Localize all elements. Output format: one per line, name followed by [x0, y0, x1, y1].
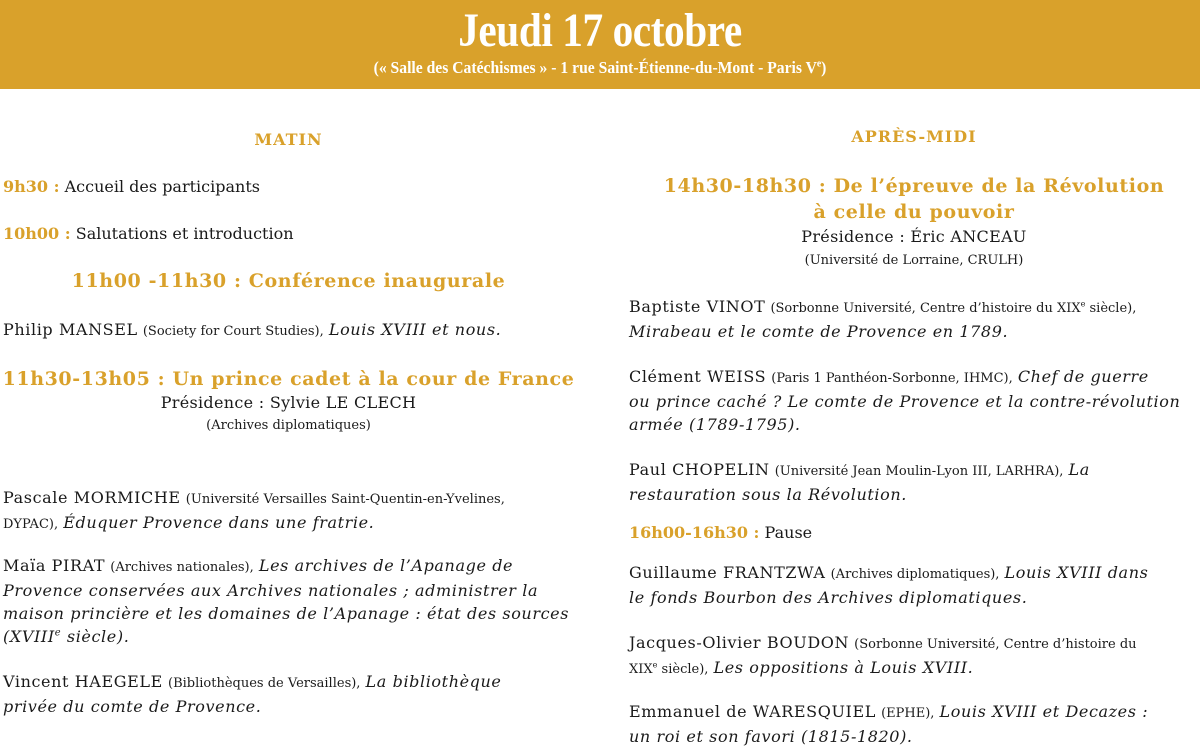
- talk-title: armée (1789-1795).: [629, 415, 801, 434]
- session-heading: 11h30-13h05 : Un prince cadet à la cour de France: [2, 368, 575, 390]
- session-heading: 14h30-18h30 : De l’épreuve de la Révolution: [663, 175, 1165, 197]
- talk-title: Chef de guerre: [1017, 367, 1149, 386]
- talk-title: maison princière et les domaines de l’Apanage : état des sources: [3, 604, 570, 623]
- speaker-affiliation: (Sorbonne Université, Centre d’histoire du: [854, 637, 1137, 652]
- talk-entry: [629, 700, 1148, 748]
- talk-title: Louis XVIII dans: [1004, 563, 1149, 582]
- speaker-name: Jacques-Olivier BOUDON: [629, 633, 850, 652]
- schedule-item: [3, 222, 294, 245]
- speaker-affiliation: (Université Jean Moulin-Lyon III, LARHRA),: [774, 464, 1064, 479]
- talk-title: siècle).: [61, 627, 130, 646]
- time-label: 10h00 :: [3, 224, 71, 243]
- speaker-name: Clément WEISS: [629, 367, 767, 386]
- item-text: Accueil des participants: [64, 177, 260, 196]
- time-label: 9h30 :: [3, 177, 60, 196]
- speaker-name: Vincent HAEGELE: [3, 672, 163, 691]
- speaker-affiliation: DYPAC),: [3, 517, 59, 532]
- talk-entry: [629, 295, 1136, 343]
- talk-title: Mirabeau et le comte de Provence en 1789.: [629, 322, 1009, 341]
- talk-title: le fonds Bourbon des Archives diplomatiques.: [629, 588, 1028, 607]
- speaker-name: Paul CHOPELIN: [629, 460, 770, 479]
- superscript: e: [652, 660, 658, 670]
- speaker-affiliation: (Archives nationales),: [110, 560, 254, 575]
- presidence-affiliation: (Université de Lorraine, CRULH): [804, 253, 1024, 268]
- talk-entry: [629, 631, 1137, 681]
- talk-title: un roi et son favori (1815-1820).: [629, 727, 913, 746]
- talk-title: Louis XVIII et nous.: [328, 320, 502, 339]
- talk-entry: [3, 318, 501, 343]
- talk-title: privée du comte de Provence.: [3, 697, 262, 716]
- speaker-affiliation: siècle),: [1085, 301, 1137, 316]
- talk-entry: [629, 365, 1180, 436]
- speaker-name: Emmanuel de WARESQUIEL: [629, 702, 876, 721]
- superscript: e: [1080, 299, 1086, 309]
- talk-title: Provence conservées aux Archives nationales ; administrer la: [3, 581, 539, 600]
- talk-title: restauration sous la Révolution.: [629, 485, 907, 504]
- talk-title: Les archives de l’Apanage de: [258, 556, 514, 575]
- talk-title: La: [1068, 460, 1090, 479]
- schedule-item: [3, 175, 260, 198]
- talk-entry: [3, 670, 501, 718]
- session-presidence: Présidence : Sylvie LE CLECH: [160, 393, 417, 412]
- talk-title: Éduquer Provence dans une fratrie.: [63, 513, 375, 532]
- item-text: Salutations et introduction: [75, 224, 294, 243]
- talk-entry: [629, 561, 1148, 609]
- speaker-affiliation: (Bibliothèques de Versailles),: [168, 676, 361, 691]
- speaker-name: Guillaume FRANTZWA: [629, 563, 826, 582]
- talk-title: Les oppositions à Louis XVIII.: [713, 658, 974, 677]
- schedule-item: [629, 521, 812, 544]
- talk-title: ou prince caché ? Le comte de Provence et la contre-révolution: [629, 392, 1181, 411]
- talk-title: (XVIII: [3, 627, 55, 646]
- session-presidence: Présidence : Éric ANCEAU: [801, 227, 1027, 246]
- speaker-affiliation: XIX: [629, 662, 653, 677]
- venue-close: ): [821, 58, 827, 77]
- talk-entry: [3, 554, 569, 648]
- speaker-name: Pascale MORMICHE: [3, 488, 181, 507]
- talk-entry: [629, 458, 1090, 506]
- presidence-affiliation: (Archives diplomatiques): [206, 418, 371, 433]
- talk-title: La bibliothèque: [365, 672, 502, 691]
- speaker-affiliation: siècle),: [657, 662, 709, 677]
- item-text: Pause: [764, 523, 813, 542]
- time-label: 16h00-16h30 :: [629, 523, 760, 542]
- speaker-affiliation: (Society for Court Studies),: [142, 324, 324, 339]
- page-title: Jeudi 17 octobre: [458, 4, 742, 57]
- talk-entry: [3, 486, 505, 536]
- speaker-affiliation: (Université Versailles Saint-Quentin-en-Yvelines,: [185, 492, 505, 507]
- speaker-name: Maïa PIRAT: [3, 556, 106, 575]
- venue-subtitle: [48, 57, 1152, 79]
- conference-heading: 11h00 -11h30 : Conférence inaugurale: [71, 270, 506, 292]
- venue-superscript: e: [816, 58, 822, 70]
- speaker-name: Baptiste VINOT: [629, 297, 766, 316]
- superscript: e: [54, 627, 62, 639]
- session-heading: à celle du pouvoir: [813, 201, 1015, 223]
- venue-text: (« Salle des Catéchismes » - 1 rue Saint-Étienne-du-Mont - Paris V: [373, 58, 817, 77]
- speaker-affiliation: (EPHE),: [881, 706, 935, 721]
- speaker-affiliation: (Archives diplomatiques),: [830, 567, 1000, 582]
- speaker-affiliation: (Sorbonne Université, Centre d’histoire du XIX: [770, 301, 1081, 316]
- header-banner: [0, 0, 1200, 89]
- morning-heading: MATIN: [254, 130, 323, 149]
- speaker-affiliation: (Paris 1 Panthéon-Sorbonne, IHMC),: [771, 371, 1013, 386]
- afternoon-heading: APRÈS-MIDI: [851, 127, 977, 146]
- speaker-name: Philip MANSEL: [3, 320, 138, 339]
- talk-title: Louis XVIII et Decazes :: [939, 702, 1149, 721]
